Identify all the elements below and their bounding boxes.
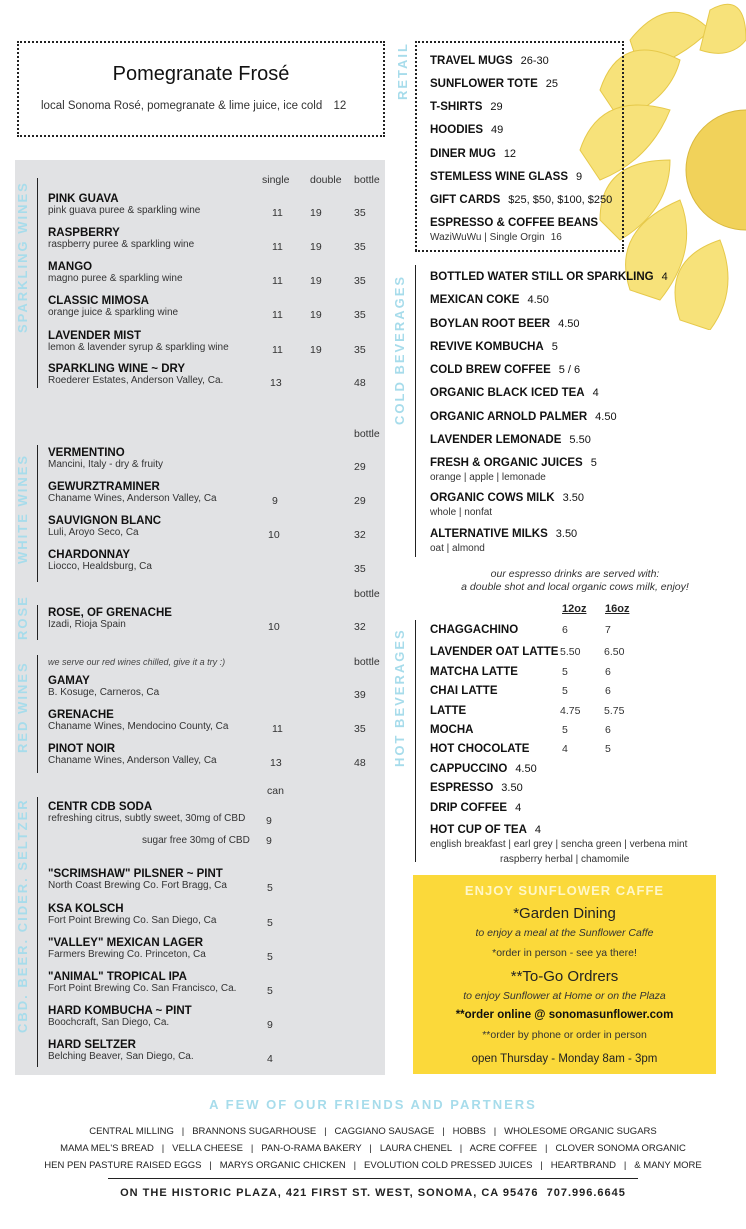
- list-item: SPARKLING WINE ~ DRY Roederer Estates, Anderson Valley, Ca. 13 48: [48, 363, 366, 389]
- list-item: "VALLEY" MEXICAN LAGER Farmers Brewing Co. Princeton, Ca 5: [48, 937, 273, 963]
- promo-box: [413, 875, 716, 1074]
- list-item: ORGANIC ARNOLD PALMER 4.50: [430, 411, 617, 423]
- alt-milk-sub: oat | almond: [430, 543, 485, 554]
- list-item: LAVENDER MIST lemon & lavender syrup & sparkling wine 11 19 35: [48, 330, 366, 356]
- list-item: HOT CUP OF TEA 4: [430, 824, 542, 836]
- list-item: SUNFLOWER TOTE 25: [430, 78, 559, 90]
- sparkling-header-double: double: [310, 174, 342, 186]
- list-item: DRIP COFFEE 4: [430, 802, 522, 814]
- cbd-label: CBD. BEER. CIDER. SELTZER: [15, 798, 30, 1033]
- partners-heading: A FEW OF OUR FRIENDS AND PARTNERS: [209, 1097, 537, 1112]
- hot-col-16: 16oz: [605, 603, 630, 615]
- retail-label: RETAIL: [395, 42, 410, 100]
- tea-options-1: english breakfast | earl grey | sencha green | verbena mint: [430, 839, 688, 850]
- hot-label: HOT BEVERAGES: [392, 628, 407, 767]
- list-item: HOODIES 49: [430, 124, 504, 136]
- list-item: BOTTLED WATER STILL OR SPARKLING 4: [430, 271, 668, 283]
- promo-phone: **order by phone or order in person: [482, 1029, 647, 1041]
- list-item: GEWURZTRAMINER Chaname Wines, Anderson Valley, Ca 9 29: [48, 481, 366, 507]
- list-item: MANGO magno puree & sparkling wine 11 19 35: [48, 261, 366, 287]
- cbd-header-can: can: [267, 785, 284, 797]
- hot-col-12: 12oz: [562, 603, 587, 615]
- list-item: DINER MUG 12: [430, 148, 517, 160]
- promo-hours: open Thursday - Monday 8am - 3pm: [471, 1053, 658, 1065]
- cold-divider: [415, 265, 416, 557]
- list-item: MATCHA LATTE 5 6: [430, 666, 611, 678]
- list-item: LAVENDER LEMONADE 5.50: [430, 434, 591, 446]
- promo-togo-title: **To-Go Ordrers: [510, 968, 619, 985]
- list-item: ORGANIC BLACK ICED TEA 4: [430, 387, 599, 399]
- list-item: LATTE 4.75 5.75: [430, 705, 625, 717]
- promo-togo-sub: to enjoy Sunflower at Home or on the Plaza: [463, 990, 666, 1002]
- promo-garden-sub: to enjoy a meal at the Sunflower Caffe: [475, 927, 654, 939]
- sparkling-label: SPARKLING WINES: [15, 181, 30, 333]
- red-divider: [37, 655, 38, 773]
- retail-bottom-border: [415, 250, 624, 252]
- rose-divider: [37, 605, 38, 640]
- list-item: FRESH & ORGANIC JUICES 5: [430, 457, 597, 469]
- list-item: T-SHIRTS 29: [430, 101, 503, 113]
- footer-address: ON THE HISTORIC PLAZA, 421 FIRST ST. WEST, SONOMA, CA 95476 707.996.6645: [120, 1187, 626, 1199]
- feature-description: local Sonoma Rosé, pomegranate & lime juice, ice cold 12: [41, 100, 347, 112]
- red-label: RED WINES: [15, 661, 30, 753]
- list-item: CLASSIC MIMOSA orange juice & sparkling wine 11 19 35: [48, 295, 366, 321]
- retail-top-border: [415, 41, 624, 43]
- hot-note: our espresso drinks are served with: a double shot and local organic cows milk, enjoy!: [461, 568, 689, 593]
- list-item: COLD BREW COFFEE 5 / 6: [430, 364, 581, 376]
- list-item: SAUVIGNON BLANC Luli, Aroyo Seco, Ca 10 32: [48, 515, 366, 541]
- list-item: GAMAY B. Kosuge, Carneros, Ca 39: [48, 675, 366, 701]
- white-divider: [37, 445, 38, 582]
- tea-options-2: raspberry herbal | chamomile: [500, 854, 630, 865]
- list-item: LAVENDER OAT LATTE 5.50 6.50: [430, 646, 625, 658]
- sparkling-header-bottle: bottle: [354, 174, 380, 186]
- promo-heading: ENJOY SUNFLOWER CAFFE: [464, 883, 665, 898]
- list-item: GIFT CARDS $25, $50, $100, $250: [430, 194, 613, 206]
- list-item: CHAGGACHINO 6 7: [430, 624, 611, 636]
- list-item: GRENACHE Chaname Wines, Mendocino County, Ca 11 35: [48, 709, 366, 735]
- partners-line-2: MAMA MEL'S BREAD | VELLA CHEESE | PAN-O-RAMA BAKERY | LAURA CHENEL | ACRE COFFEE | CLOVER SONOMA ORGANIC: [60, 1143, 686, 1154]
- list-item: HARD SELTZER Belching Beaver, San Diego, Ca. 4: [48, 1039, 273, 1065]
- list-item: ALTERNATIVE MILKS 3.50: [430, 528, 578, 540]
- partners-line-3: HEN PEN PASTURE RAISED EGGS | MARYS ORGANIC CHICKEN | EVOLUTION COLD PRESSED JUICES | HEARTBRAND | & MANY MORE: [44, 1160, 702, 1171]
- hot-divider: [415, 620, 416, 862]
- list-item: CHARDONNAY Liocco, Healdsburg, Ca 35: [48, 549, 366, 575]
- list-item: ESPRESSO 3.50: [430, 782, 523, 794]
- rose-header-bottle: bottle: [354, 588, 380, 600]
- list-item: "ANIMAL" TROPICAL IPA Fort Point Brewing Co. San Francisco, Ca. 5: [48, 971, 273, 997]
- retail-left-border: [415, 41, 417, 251]
- list-item: PINOT NOIR Chaname Wines, Anderson Valley, Ca 13 48: [48, 743, 366, 769]
- rose-label: ROSE: [15, 595, 30, 640]
- footer-divider: [108, 1178, 638, 1179]
- sparkling-divider: [37, 178, 38, 388]
- cold-label: COLD BEVERAGES: [392, 274, 407, 425]
- list-item: VERMENTINO Mancini, Italy - dry & fruity 29: [48, 447, 366, 473]
- list-item: PINK GUAVA pink guava puree & sparkling wine 11 19 35: [48, 193, 366, 219]
- red-note: we serve our red wines chilled, give it a try :): [48, 657, 226, 667]
- promo-garden-title: *Garden Dining: [513, 905, 616, 922]
- white-header-bottle: bottle: [354, 428, 380, 440]
- white-label: WHITE WINES: [15, 453, 30, 564]
- list-item: REVIVE KOMBUCHA 5: [430, 341, 558, 353]
- juice-sub: orange | apple | lemonade: [430, 472, 546, 483]
- list-item: "SCRIMSHAW" PILSNER ~ PINT North Coast Brewing Co. Fort Bragg, Ca 5: [48, 868, 273, 894]
- milk-sub: whole | nonfat: [430, 507, 493, 518]
- cbd-soda: CENTR CDB SODA refreshing citrus, subtly sweet, 30mg of CBD 9 sugar free 30mg of CBD 9: [48, 801, 272, 847]
- list-item: MOCHA 5 6: [430, 724, 611, 736]
- list-item: STEMLESS WINE GLASS 9: [430, 171, 583, 183]
- list-item: BOYLAN ROOT BEER 4.50: [430, 318, 580, 330]
- cbd-divider: [37, 797, 38, 1067]
- red-header-bottle: bottle: [354, 656, 380, 668]
- list-item: TRAVEL MUGS 26-30: [430, 55, 549, 67]
- list-item: ROSE, OF GRENACHE Izadi, Rioja Spain 10 32: [48, 607, 366, 633]
- list-item: MEXICAN COKE 4.50: [430, 294, 549, 306]
- beans-sub: WaziWuWu | Single Orgin 16: [430, 232, 562, 243]
- feature-title: Pomegranate Frosé: [112, 63, 290, 85]
- list-item: CHAI LATTE 5 6: [430, 685, 611, 697]
- list-item: KSA KOLSCH Fort Point Brewing Co. San Diego, Ca 5: [48, 903, 273, 929]
- list-item: ESPRESSO & COFFEE BEANS: [430, 217, 599, 229]
- sparkling-header-single: single: [262, 174, 290, 186]
- list-item: CAPPUCCINO 4.50: [430, 763, 537, 775]
- list-item: HARD KOMBUCHA ~ PINT Boochcraft, San Diego, Ca. 9: [48, 1005, 273, 1031]
- list-item: ORGANIC COWS MILK 3.50: [430, 492, 584, 504]
- promo-online-link[interactable]: **order online @ sonomasunflower.com: [455, 1009, 674, 1021]
- feature-box: [17, 41, 385, 137]
- partners-line-1: CENTRAL MILLING | BRANNONS SUGARHOUSE | CAGGIANO SAUSAGE | HOBBS | WHOLESOME ORGANIC SUGARS: [89, 1126, 657, 1137]
- list-item: RASPBERRY raspberry puree & sparkling wine 11 19 35: [48, 227, 366, 253]
- promo-garden-note: *order in person - see ya there!: [492, 947, 637, 959]
- list-item: HOT CHOCOLATE 4 5: [430, 743, 611, 755]
